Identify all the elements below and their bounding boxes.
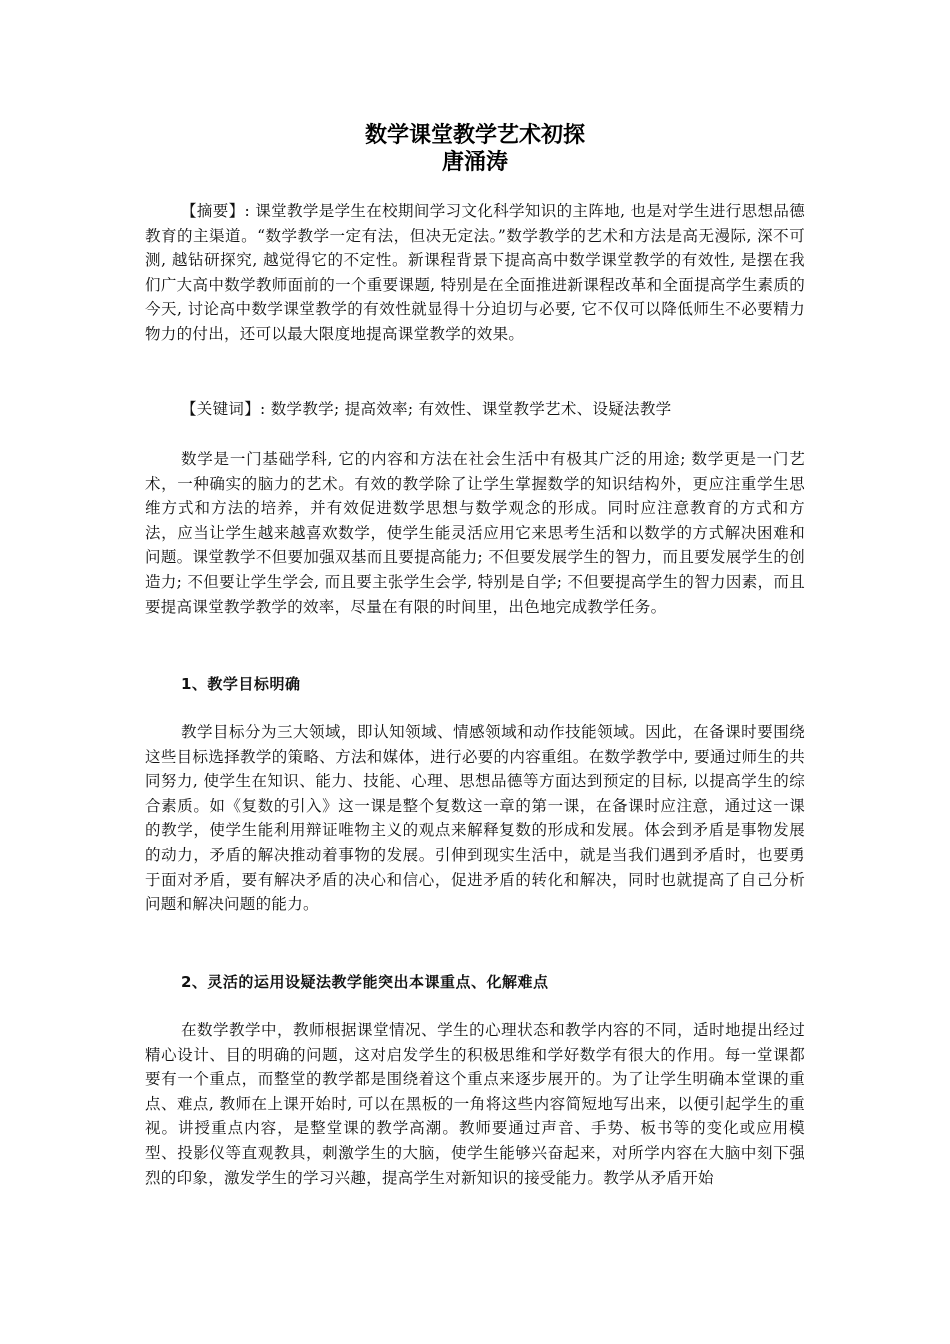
- section-heading-2: 2、灵活的运用设疑法教学能突出本课重点、化解难点: [181, 973, 549, 991]
- abstract-paragraph: 【摘要】: 课堂教学是学生在校期间学习文化科学知识的主阵地, 也是对学生进行思想品德教育的主渠道。“数学教学一定有法，但决无定法。”数学教学的艺术和方法是高无漫际, 深不可测, 越钻研探究, 越觉得它的不定性。新课程背景下提高高中数学课堂教学的有效性, 是摆在我们广大高中数学教师面前的一个重要课题, 特别是在全面推进新课程改革和全面提高学生素质的今天, 讨论高中数学课堂教学的有效性就显得十分迫切与必要, 它不仅可以降低师生不必要精力物力的付出，还可以最大限度地提高课堂教学的效果。: [145, 202, 805, 343]
- section-heading-1: 1、教学目标明确: [181, 675, 301, 693]
- title-block: [0, 122, 950, 176]
- intro-paragraph: 数学是一门基础学科, 它的内容和方法在社会生活中有极其广泛的用途; 数学更是一门艺术，一种确实的脑力的艺术。有效的教学除了让学生掌握数学的知识结构外，更应注重学生思维方式和方法的培养，并有效促进数学思想与数学观念的形成。同时应注意教育的方式和方法，应当让学生越来越喜欢数学，使学生能灵活应用它来思考生活和以数学的方式解决困难和问题。课堂教学不但要加强双基而且要提高能力; 不但要发展学生的智力，而且要发展学生的创造力; 不但要让学生学会, 而且要主张学生会学, 特别是自学; 不但要提高学生的智力因素，而且要提高课堂教学教学的效率，尽量在有限的时间里，出色地完成教学任务。: [145, 450, 805, 616]
- section-2-paragraph: 在数学教学中，教师根据课堂情况、学生的心理状态和教学内容的不同，适时地提出经过精心设计、目的明确的问题，这对启发学生的积极思维和学好数学有很大的作用。每一堂课都要有一个重点，而整堂的教学都是围绕着这个重点来逐步展开的。为了让学生明确本堂课的重点、难点, 教师在上课开始时, 可以在黑板的一角将这些内容简短地写出来，以便引起学生的重视。讲授重点内容，是整堂课的教学高潮。教师要通过声音、手势、板书等的变化或应用模型、投影仪等直观教具，刺激学生的大脑，使学生能够兴奋起来，对所学内容在大脑中刻下强烈的印象，激发学生的学习兴趣，提高学生对新知识的接受能力。教学从矛盾开始: [145, 1021, 805, 1187]
- section-1-paragraph: 教学目标分为三大领域，即认知领域、情感领域和动作技能领域。因此，在备课时要围绕这些目标选择教学的策略、方法和媒体，进行必要的内容重组。在数学教学中, 要通过师生的共同努力, 使学生在知识、能力、技能、心理、思想品德等方面达到预定的目标, 以提高学生的综合素质。如《复数的引入》这一课是整个复数这一章的第一课，在备课时应注意，通过这一课的教学，使学生能利用辩证唯物主义的观点来解释复数的形成和发展。体会到矛盾是事物发展的动力，矛盾的解决推动着事物的发展。引伸到现实生活中，就是当我们遇到矛盾时，也要勇于面对矛盾，要有解决矛盾的决心和信心，促进矛盾的转化和解决，同时也就提高了自己分析问题和解决问题的能力。: [145, 723, 805, 914]
- document-title: 数学课堂教学艺术初探: [364, 123, 585, 148]
- keywords-line: 【关键词】: 数学教学; 提高效率; 有效性、课堂教学艺术、设疑法教学: [181, 400, 672, 418]
- document-author: 唐涌涛: [441, 150, 508, 175]
